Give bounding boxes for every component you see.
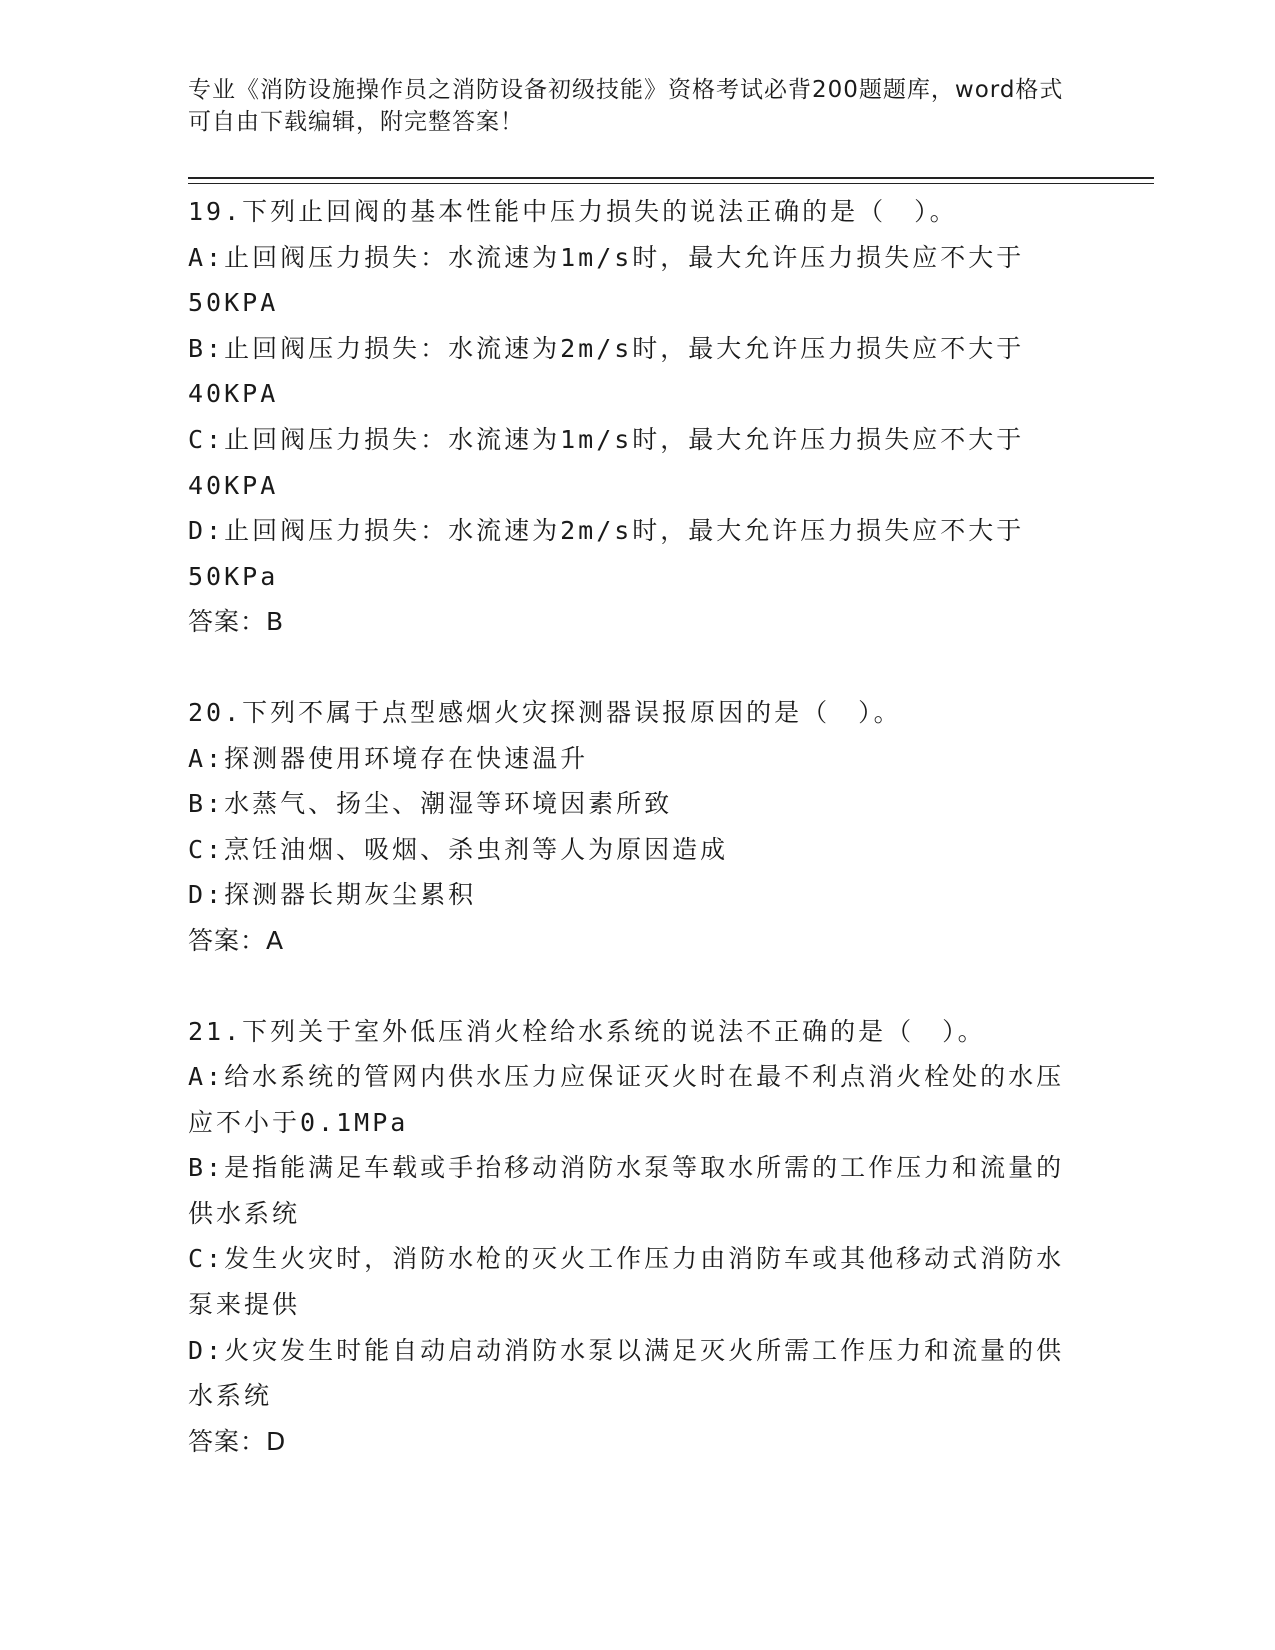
question-title: 19.下列止回阀的基本性能中压力损失的说法正确的是（ ）。 <box>188 197 958 226</box>
answer: 答案：D <box>188 1426 287 1456</box>
option-c: C:烹饪油烟、吸烟、杀虫剂等人为原因造成 <box>188 834 729 864</box>
option-a: A:给水系统的管网内供水压力应保证灭火时在最不利点消火栓处的水压应不小于0.1MPa <box>188 1062 1065 1137</box>
option-c: C:止回阀压力损失：水流速为1m/s时，最大允许压力损失应不大于40KPA <box>188 424 1025 500</box>
document-header: 专业《消防设施操作员之消防设备初级技能》资格考试必背200题题库，word格式可自由下载编辑，附完整答案！ <box>188 77 1064 135</box>
option-b: B:止回阀压力损失：水流速为2m/s时，最大允许压力损失应不大于40KPA <box>188 333 1025 409</box>
question-title: 21.下列关于室外低压消火栓给水系统的说法不正确的是（ ）。 <box>188 1016 986 1046</box>
option-c: C:发生火灾时，消防水枪的灭火工作压力由消防车或其他移动式消防水泵来提供 <box>188 1244 1065 1320</box>
question-21 <box>188 1009 1088 1465</box>
option-d: D:止回阀压力损失：水流速为2m/s时，最大允许压力损失应不大于50KPa <box>188 516 1025 591</box>
question-spacer <box>188 645 1088 690</box>
option-a: A:止回阀压力损失：水流速为1m/s时，最大允许压力损失应不大于50KPA <box>188 242 1025 318</box>
option-a: A:探测器使用环境存在快速温升 <box>188 743 589 773</box>
question-20 <box>188 690 1088 964</box>
option-b: B:水蒸气、扬尘、潮湿等环境因素所致 <box>188 789 673 819</box>
option-d: D:探测器长期灰尘累积 <box>188 880 477 910</box>
answer: 答案：B <box>188 607 285 637</box>
question-list <box>188 189 1088 1464</box>
option-b: B:是指能满足车载或手抬移动消防水泵等取水所需的工作压力和流量的供水系统 <box>188 1153 1065 1228</box>
question-spacer <box>188 964 1088 1009</box>
header-divider-thin <box>188 183 1154 184</box>
header-divider-thick <box>188 177 1154 179</box>
answer: 答案：A <box>188 925 285 955</box>
question-title: 20.下列不属于点型感烟火灾探测器误报原因的是（ ）。 <box>188 697 902 727</box>
question-19 <box>188 189 1088 645</box>
option-d: D:火灾发生时能自动启动消防水泵以满足灭火所需工作压力和流量的供水系统 <box>188 1335 1065 1411</box>
